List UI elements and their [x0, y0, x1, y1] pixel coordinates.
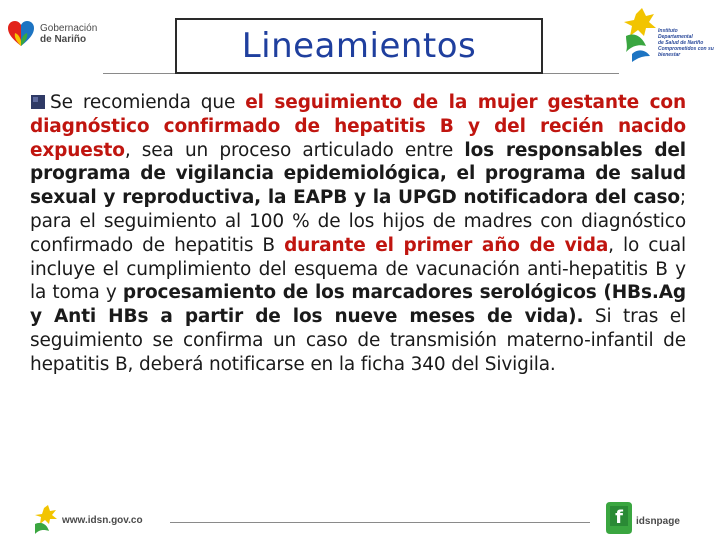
idsn-footer-emblem-icon — [30, 504, 60, 534]
footer — [0, 500, 720, 540]
text-segment-normal: Si tras el seguimiento se confirma un caso de transmisión materno-infantil de hepatitis B, deberá notificarse en la ficha 340 del Sivigila. — [30, 306, 686, 375]
gobernacion-line2: de Nariño — [40, 34, 87, 45]
text-segment-bold: procesamiento de los marcadores serológicos (HBs.Ag y Anti HBs a partir de los nueve meses de vida). — [30, 282, 686, 328]
checkbox-bullet-icon — [30, 94, 46, 110]
svg-text:f: f — [615, 507, 623, 528]
text-segment-normal: Se recomienda que — [50, 92, 246, 113]
facebook-icon[interactable] — [604, 502, 632, 534]
gobernacion-line1: Gobernación — [40, 23, 98, 34]
heart-logo-icon — [6, 19, 36, 49]
text-segment-normal — [537, 92, 547, 113]
paragraph-text — [30, 92, 686, 375]
gobernacion-logo — [6, 14, 126, 54]
text-segment-normal: , sea un proceso articulado entre — [124, 139, 465, 161]
idsn-line3: de Salud de Nariño — [658, 40, 704, 46]
idsn-line1: Instituto — [658, 28, 678, 34]
text-segment-bold: los responsables del programa de vigilancia epidemiológica, el programa de salud sexual y reproductiva, la EAPB y la UPGD notificadora del caso — [30, 139, 686, 209]
text-segment-red: el seguimiento de la mujer — [245, 92, 538, 113]
text-segment-normal: ; para el seguimiento al 100 % de los hijos de madres con diagnóstico confirmado de hepatitis B — [30, 187, 686, 256]
idsn-emblem-icon — [616, 6, 660, 64]
page-title: Lineamientos — [175, 18, 543, 74]
text-segment-red: durante el primer año de vida — [284, 234, 609, 256]
website-link[interactable]: www.idsn.gov.co — [62, 515, 143, 526]
idsn-logo — [616, 6, 716, 64]
idsn-line4: Comprometidos con su bienestar — [658, 46, 714, 58]
idsn-logo-text — [658, 28, 716, 58]
gobernacion-logo-text — [40, 23, 97, 45]
idsn-line2: Departamental — [658, 34, 693, 40]
text-segment-red: gestante con diagnóstico confirmado de hepatitis B y del recién nacido expuesto — [30, 92, 686, 161]
guideline-paragraph — [30, 91, 686, 377]
footer-divider — [170, 522, 590, 523]
text-segment-normal: , lo cual incluye el cumplimiento del esquema de vacunación anti-hepatitis B y la toma y — [30, 234, 687, 304]
facebook-page-label[interactable]: idsnpage — [636, 516, 680, 527]
